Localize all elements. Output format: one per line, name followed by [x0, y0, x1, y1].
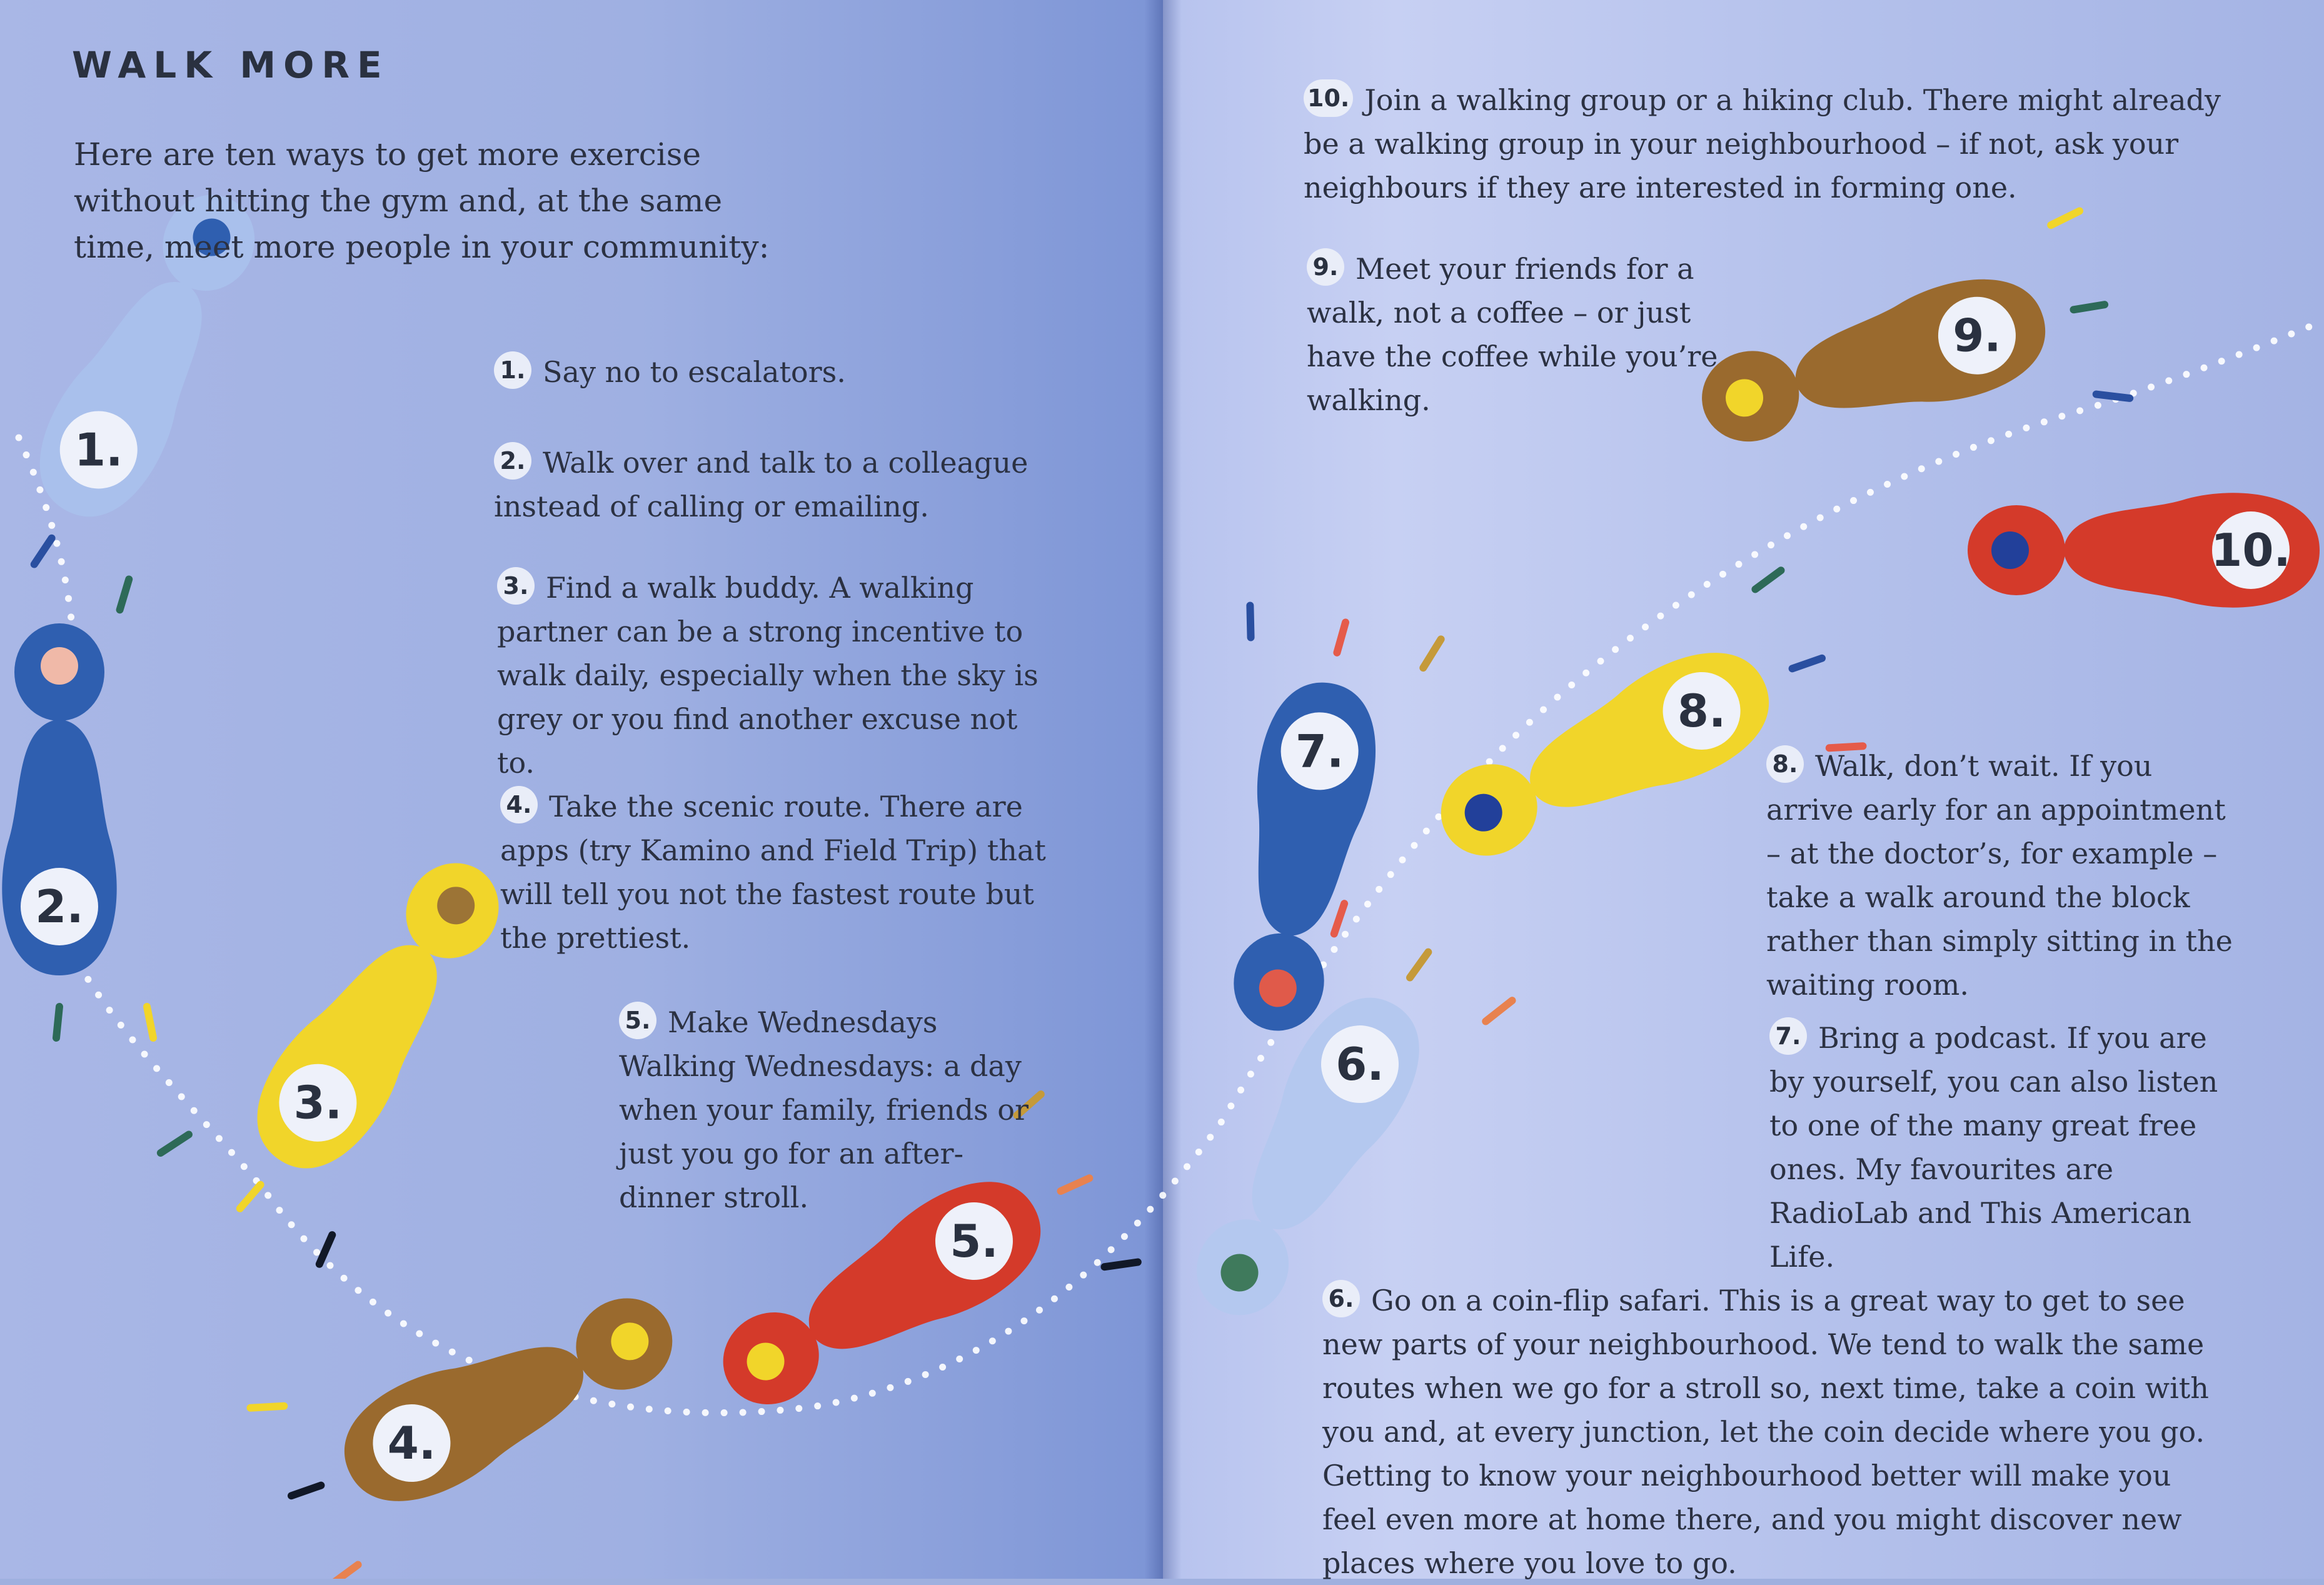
footprint-number: 5. [950, 1215, 999, 1267]
footprint-number: 7. [1295, 725, 1344, 778]
motion-dash [1105, 1251, 1138, 1277]
motion-dash [1423, 637, 1441, 670]
motion-dash [161, 1127, 189, 1160]
tip-text: Walk over and talk to a colleague instead of calling or emailing. [494, 446, 1029, 523]
tip-text: Go on a coin-flip safari. This is a great way to get to see new parts of your neighbourhood. We tend to walk the same routes when we go for a stroll so, next time, take a coin with you and, at every junction, let the coin decide where you go. Getting to know your neighbourhood better will make you feel even more at home there, and you might discover new places where you love to go. [1322, 1284, 2209, 1580]
shoe-sole [231, 916, 472, 1192]
page-title: WALK MORE [72, 44, 390, 86]
footprint-number: 1. [74, 423, 123, 476]
footprint-number: 8. [1677, 684, 1726, 737]
motion-dash [2050, 211, 2081, 225]
tip-8 [1766, 744, 2248, 1007]
tip-number: 6. [1322, 1280, 1360, 1317]
shoe-sole [1781, 263, 2058, 440]
tip-number: 1. [494, 351, 531, 389]
motion-dash [114, 579, 134, 610]
footprint-number: 6. [1336, 1038, 1384, 1091]
tip-number: 4. [500, 786, 538, 823]
motion-dash [34, 536, 52, 565]
tip-9 [1307, 247, 1757, 422]
footprint-number: 9. [1953, 309, 2001, 362]
heel-dot [41, 647, 78, 685]
motion-dash [250, 1395, 284, 1419]
motion-dash [2073, 301, 2105, 313]
tip-text: Meet your friends for a walk, not a coffee – or just have the coffee while you’re walking. [1307, 252, 1718, 417]
tip-number: 2. [494, 442, 531, 480]
intro-paragraph: Here are ten ways to get more exercise without hitting the gym and, at the same time, meet more people in your community: [74, 136, 770, 265]
footprint-2 [0, 623, 153, 1038]
tip-number: 5. [619, 1002, 656, 1039]
motion-dash [1061, 1175, 1090, 1194]
motion-dash [329, 1565, 361, 1579]
tip-1 [494, 350, 1057, 394]
tip-text: Make Wednesdays Walking Wednesdays: a day when your family, friends or just you go for an after-dinner stroll. [619, 1005, 1029, 1214]
shoe-sole [325, 1312, 606, 1524]
motion-dash [1337, 622, 1346, 653]
tip-text: Join a walking group or a hiking club. There might already be a walking group in your neighbourhood – if not, ask your neighbours if they are interested in forming one. [1304, 83, 2221, 204]
tip-10 [1304, 78, 2254, 209]
tip-number: 3. [497, 567, 535, 605]
tip-7 [1769, 1016, 2232, 1279]
footprint-10 [1968, 456, 2324, 650]
footprint-4 [250, 1233, 708, 1579]
tip-number: 10. [1304, 79, 1353, 117]
footprint-number: 10. [2211, 524, 2291, 576]
motion-dash [2096, 386, 2130, 406]
tip-text: Say no to escalators. [543, 355, 846, 389]
footprint-number: 4. [387, 1417, 436, 1470]
tip-4 [500, 785, 1050, 960]
motion-dash [240, 1183, 261, 1210]
tip-6 [1322, 1279, 2229, 1585]
motion-dash [1793, 655, 1822, 672]
tip-number: 7. [1769, 1017, 1807, 1055]
footprint-number: 2. [35, 880, 84, 933]
tip-number: 9. [1307, 248, 1344, 286]
motion-dash [1753, 570, 1784, 589]
footprint-3 [161, 813, 557, 1264]
shoe-sole [1507, 630, 1788, 842]
motion-dash [1486, 994, 1512, 1027]
tip-5 [619, 1000, 1050, 1219]
tip-text: Take the scenic route. There are apps (try Kamino and Field Trip) that will tell you not the fastest route but the prettiest. [500, 790, 1046, 955]
tip-number: 8. [1766, 745, 1804, 783]
motion-dash [291, 1482, 321, 1499]
footprint-number: 3. [293, 1076, 343, 1129]
motion-dash [1410, 950, 1428, 979]
motion-dash [56, 1007, 59, 1038]
motion-dash [1329, 903, 1350, 933]
tip-text: Find a walk buddy. A walking partner can be a strong incentive to walk daily, especially when the sky is grey or you find another excuse not to. [497, 571, 1039, 780]
tip-text: Bring a podcast. If you are by yourself, you can also listen to one of the many great free ones. My favourites are RadioLab and This American Life. [1769, 1021, 2218, 1274]
shoe-sole [16, 258, 237, 538]
motion-dash [147, 1007, 153, 1038]
heel-dot [1991, 531, 2029, 569]
motion-dash [1245, 606, 1257, 638]
tip-3 [497, 566, 1047, 785]
tip-2 [494, 441, 1044, 528]
tip-text: Walk, don’t wait. If you arrive early for an appointment – at the doctor’s, for example – take a walk around the block rather than simply sitting in the waiting room. [1766, 749, 2233, 1002]
footprint-7 [1178, 606, 1441, 1048]
